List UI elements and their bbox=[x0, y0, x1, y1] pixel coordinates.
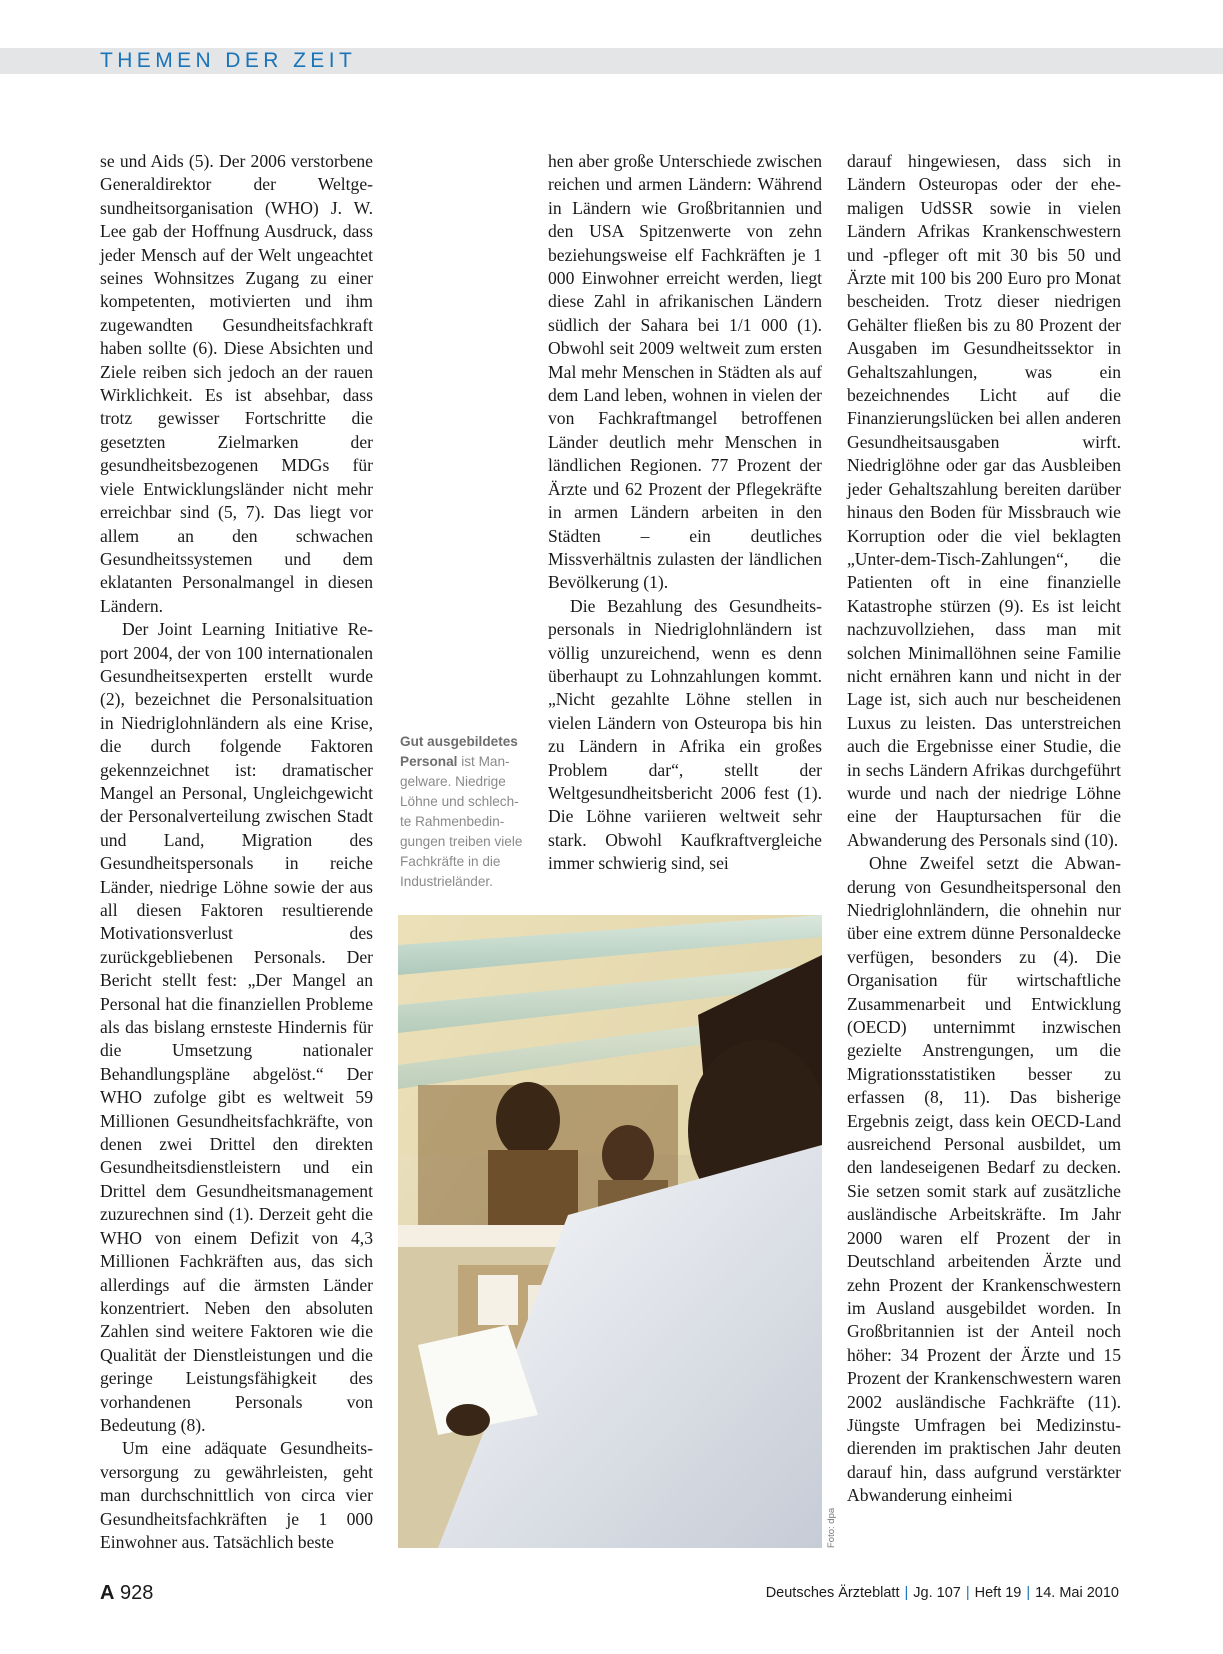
footer-citation bbox=[766, 1585, 1119, 1601]
issue-date: 14. Mai 2010 bbox=[1035, 1585, 1119, 1601]
separator: | bbox=[965, 1585, 970, 1601]
text-column-3 bbox=[847, 150, 1121, 1508]
paragraph: hen aber große Unterschiede zwischen reichen und armen Ländern: Während in Ländern wie Großbritannien und den USA Spitzenwerte von zehn beziehungsweise elf Fachkräften je 1 000 Einwohner erreicht werden, liegt diese Zahl in afrikanischen Ländern südlich der Sahara bei 1/1 000 (1). Obwohl seit 2009 weltweit zum ersten Mal mehr Menschen in Städten als auf dem Land leben, wohnen in vielen der von Fachkraftmangel betroffenen Länder deutlich mehr Menschen in ländlichen Regionen. 77 Prozent der Ärzte und 62 Prozent der Pflegekräfte in armen Ländern arbeiten in den Städten – ein deutliches Missverhältnis zulasten der ländlichen Bevölkerung (1). bbox=[548, 151, 822, 593]
photo-credit: Foto: dpa bbox=[826, 1507, 837, 1548]
journal-name: Deutsches Ärzteblatt bbox=[765, 1585, 900, 1601]
volume: Jg. 107 bbox=[913, 1585, 961, 1601]
text-column-2 bbox=[548, 150, 822, 876]
paragraph: Um eine adäquate Gesundheitsversorgung zu gewährleisten, geht man durchschnittlich von circa vier Gesundheitsfachkräften je 1 000 Einwohner aus. Tatsächlich beste bbox=[100, 1438, 373, 1552]
text-column-1 bbox=[100, 150, 373, 1554]
page-number-value: 928 bbox=[120, 1582, 154, 1604]
paragraph: Der Joint Learning Initiative Report 2004, der von 100 internationalen Gesundheitsexperten erstellt wurde (2), bezeichnet die Personalsituation in Niedriglohnländern als eine Krise, die durch folgende Faktoren gekennzeichnet ist: dramatischer Mangel an Personal, Ungleichgewicht der Personalverteilung zwischen Stadt und Land, Migration des Gesundheitspersonals in reiche Länder, niedrige Löhne sowie der aus all diesen Faktoren resultierende Motivationsverlust des zurückgebliebenen Personals. Der Bericht stellt fest: „Der Mangel an Personal hat die finanziellen Probleme als das bislang ernsteste Hindernis für die Umsetzung nationaler Behandlungspläne abgelöst.“ Der WHO zufolge gibt es weltweit 59 Millionen Gesundheitsfachkräfte, von denen zwei Drittel den direkten Gesundheitsdienstleistern und ein Drittel dem Gesundheitsmanagement zuzurechnen sind (1). Derzeit geht die WHO von einem Defizit von 4,3 Millionen Fachkräften aus, das sich allerdings auf die ärmsten Länder konzentriert. Neben den absoluten Zahlen sind weitere Faktoren wie die Qualität der Dienstleistungen und die geringe Leistungsfähigkeit des vorhandenen Personals von Bedeutung (8). bbox=[100, 619, 373, 1435]
article-photo bbox=[398, 915, 822, 1548]
issue: Heft 19 bbox=[974, 1585, 1022, 1601]
page-prefix: A bbox=[100, 1582, 115, 1604]
paragraph: Ohne Zweifel setzt die Abwanderung von Gesundheitspersonal den Niedriglohnländern, die ohnehin nur über eine extrem dünne Personaldecke verfügen, besonders zu (4). Die Organisation für wirtschaftliche Zusammenarbeit und Entwicklung (OECD) unternimmt inzwischen gezielte Anstrengungen, um die Migrationsstatistiken besser zu erfassen (8, 11). Das bisherige Ergebnis zeigt, dass kein OECD-Land ausreichend Personal ausbildet, um den landeseigenen Bedarf zu decken. Sie setzen somit stark auf zusätzliche ausländische Arbeitskräfte. Im Jahr 2000 waren elf Prozent der in Deutschland arbeitenden Ärzte und zehn Prozent der Krankenschwestern im Ausland ausgebildet worden. In Großbritannien ist der Anteil noch höher: 34 Prozent der Ärzte und 15 Prozent der Krankenschwestern waren 2002 ausländische Fachkräfte (11). Jüngste Umfragen bei Medizinstudierenden im praktischen Jahr deuten darauf hin, dass aufgrund verstärkter Abwanderung einheimi bbox=[847, 853, 1121, 1506]
paragraph: se und Aids (5). Der 2006 verstorbene Generaldirektor der Weltgesundheitsorganisation (WHO) J. W. Lee gab der Hoffnung Ausdruck, dass jeder Mensch auf der Welt ungeachtet seines Wohnsitzes Zugang zu einer kompetenten, motivierten und ihm zugewandten Gesundheitsfachkraft haben sollte (6). Diese Absichten und Ziele reiben sich jedoch an der rauen Wirklichkeit. Es ist absehbar, dass trotz gewisser Fortschritte die gesetzten Zielmarken der gesundheitsbezogenen MDGs für viele Entwicklungsländer nicht mehr erreichbar sind (5, 7). Das liegt vor allem an den schwachen Gesundheitssystemen und dem eklatanten Personalmangel in diesen Ländern. bbox=[100, 151, 373, 616]
caption-lead: Gut ausgebildetes Personal bbox=[400, 734, 518, 769]
separator: | bbox=[1026, 1585, 1031, 1601]
section-title: THEMEN DER ZEIT bbox=[100, 49, 357, 72]
paragraph: Die Bezahlung des Gesundheitspersonals in Niedriglohnländern ist völlig unzureichend, wenn es denn überhaupt zu Lohnzahlungen kommt. „Nicht gezahlte Löhne stellen in vielen Ländern von Osteuropa bis hin zu Ländern in Afrika ein großes Problem dar“, stellt der Weltgesundheitsbericht 2006 fest (1). Die Löhne variieren weltweit sehr stark. Obwohl Kaufkraftvergleiche immer schwierig sind, sei bbox=[548, 595, 822, 874]
caption-text: ist Mangelware. Niedrige Löhne und schlechte Rahmenbedingungen treiben viele Fachkräfte in die Industrieländer. bbox=[400, 754, 523, 889]
paragraph: darauf hingewiesen, dass sich in Ländern Osteuropas oder der ehemaligen UdSSR sowie in vielen Ländern Afrikas Krankenschwestern und -pfleger oft mit 30 bis 50 und Ärzte mit 100 bis 200 Euro pro Monat bescheiden. Trotz dieser niedrigen Gehälter fließen bis zu 80 Prozent der Ausgaben im Gesundheitssektor in Gehaltszahlungen, was ein bezeichnendes Licht auf die Finanzierungslücken bei allen anderen Gesundheitsausgaben wirft. Niedriglöhne oder gar das Ausbleiben jeder Gehaltszahlung bereiten darüber hinaus den Boden für Missbrauch wie Korruption oder die viel beklagten „Unter-dem-Tisch-Zahlungen“, die Patienten oft in eine finanzielle Katastrophe stürzen (9). Es ist leicht nachzuvollziehen, dass man mit solchen Minimallöhnen seine Familie nicht ernähren kann und nicht in der Lage ist, sich auch nur bescheidenen Luxus zu leisten. Das unterstreichen auch die Ergebnisse einer Studie, die in sechs Ländern Afrikas durchgeführt wurde und nach der niedrige Löhne eine der Hauptursachen für die Abwanderung des Personals sind (10). bbox=[847, 151, 1121, 850]
separator: | bbox=[904, 1585, 909, 1601]
photo-caption bbox=[400, 732, 525, 892]
page-number bbox=[100, 1582, 153, 1605]
